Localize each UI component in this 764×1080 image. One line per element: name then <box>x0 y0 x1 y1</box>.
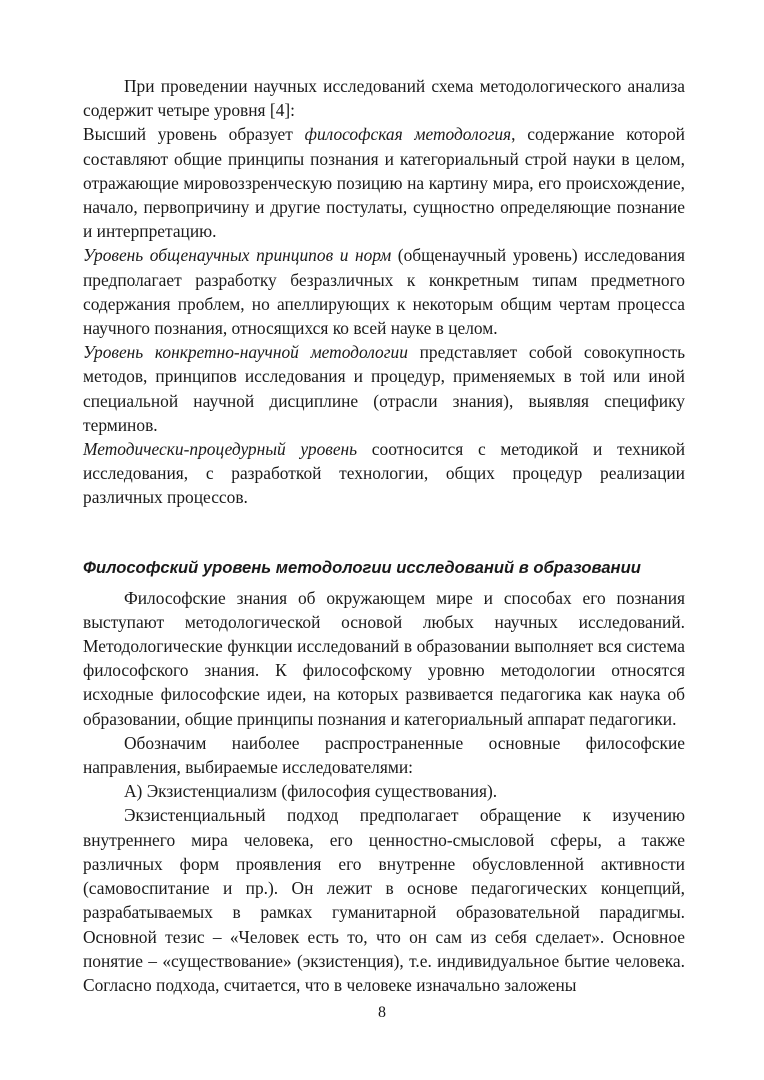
paragraph-philosophical-methodology <box>83 122 685 243</box>
paragraph-general-scientific-level <box>83 243 685 340</box>
paragraph-procedural-level <box>83 437 685 510</box>
paragraph-specific-scientific-level <box>83 340 685 437</box>
emphasis-term: Методически-процедурный уровень <box>83 439 358 460</box>
paragraph-philosophical-knowledge: Философские знания об окружающем мире и способах его познания выступают методологической основой любых научных исследований. Методологические функции исследований в образовании выполняет вся система философского знания. К философскому уровню методологии относятся исходные философские идеи, на которых развивается педагогика как наука об образовании, общие принципы познания и категориальный аппарат педагогики. <box>83 587 685 729</box>
text-run: соотносится с методикой и техникой исследования, с разработкой технологии, общих процедур реализации различных процессов. <box>83 439 685 508</box>
paragraph-intro: При проведении научных исследований схема методологического анализа содержит четыре уровня [4]: <box>83 76 685 121</box>
text-run: (общенаучный уровень) исследования предполагает разработку безразличных к конкретным типам предметного содержания проблем, но апеллирующих к некоторым общим чертам процесса научного познания, относящихся ко всей науке в целом. <box>83 245 685 339</box>
section-heading: Философский уровень методологии исследований в образовании <box>83 557 641 577</box>
text-run: , содержание которой составляют общие принципы познания и категориальный строй науки в целом, отражающие мировоззренческую позицию на картину мира, его происхождение, начало, первопричину и другие постулаты, сущностно определяющие познание и интерпретацию. <box>83 124 685 242</box>
paragraph-existential-approach: Экзистенциальный подход предполагает обращение к изучению внутреннего мира человека, его ценностно-смысловой сферы, а также различных форм проявления его внутренне обусловленной активности (самовоспитание и пр.). Он лежит в основе педагогических концепций, разрабатываемых в рамках гуманитарной образовательной парадигмы. Основной тезис – «Человек есть то, что он сам из себя сделает». Основное понятие – «существование» (экзистенция), т.е. индивидуальное бытие человека. Согласно подхода, считается, что в человеке изначально заложены <box>83 805 685 995</box>
paragraph-directions-intro: Обозначим наиболее распространенные основные философские направления, выбираемые исследователями: <box>83 732 685 778</box>
text-run: Высший уровень образует <box>83 124 305 145</box>
page-number: 8 <box>378 1004 386 1021</box>
body-text <box>83 74 685 997</box>
text-run: представляет собой совокупность методов, принципов исследования и процедур, применяемых в той или иной специальной научной дисциплине (отрасли знания), выявляя специфику терминов. <box>83 342 685 435</box>
emphasis-term: Уровень конкретно-научной методологии <box>83 342 408 363</box>
emphasis-term: философская методология <box>304 124 512 145</box>
list-item-existentialism: А) Экзистенциализм (философия существования). <box>124 781 498 802</box>
emphasis-term: Уровень общенаучных принципов и норм <box>83 245 392 266</box>
